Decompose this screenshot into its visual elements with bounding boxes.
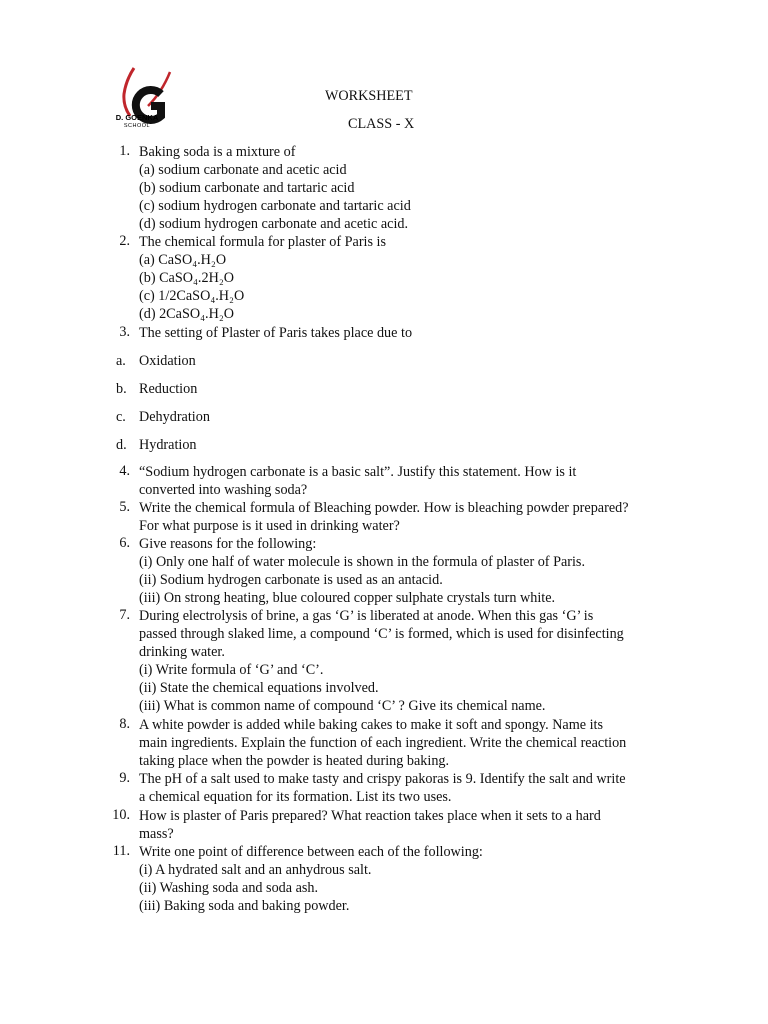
q3-option-c-label: c. <box>116 409 126 425</box>
q4-number: 4. <box>119 463 130 479</box>
q11-line-4: (iii) Baking soda and baking powder. <box>139 898 350 914</box>
q6-line-1: Give reasons for the following: <box>139 536 317 552</box>
q1-option-d: (d) sodium hydrogen carbonate and acetic acid. <box>139 216 409 232</box>
q3-option-a-label: a. <box>116 353 126 369</box>
q7-line-4: (i) Write formula of ‘G’ and ‘C’. <box>139 662 324 678</box>
q4-line-2: converted into washing soda? <box>139 482 308 498</box>
q7-number: 7. <box>119 607 130 623</box>
q4-line-1: “Sodium hydrogen carbonate is a basic salt”. Justify this statement. How is it <box>139 464 577 480</box>
q7-line-1: During electrolysis of brine, a gas ‘G’ is liberated at anode. When this gas ‘G’ is <box>139 608 594 624</box>
q3-text: The setting of Plaster of Paris takes place due to <box>139 325 413 341</box>
q1-option-a: (a) sodium carbonate and acetic acid <box>139 162 347 178</box>
q1-text: Baking soda is a mixture of <box>139 144 296 160</box>
q5-number: 5. <box>119 499 130 515</box>
q3-option-c: Dehydration <box>139 409 210 425</box>
q8-line-2: main ingredients. Explain the function of each ingredient. Write the chemical reaction <box>139 735 627 751</box>
q7-line-3: drinking water. <box>139 644 225 660</box>
q10-number: 10. <box>112 807 130 823</box>
q3-option-d-label: d. <box>116 437 127 453</box>
q7-line-5: (ii) State the chemical equations involved. <box>139 680 379 696</box>
q2-option-d: (d) 2CaSO₄.H₂O <box>139 306 235 322</box>
q11-line-2: (i) A hydrated salt and an anhydrous salt. <box>139 862 372 878</box>
q2-option-c: (c) 1/2CaSO₄.H₂O <box>139 288 245 304</box>
q6-line-4: (iii) On strong heating, blue coloured copper sulphate crystals turn white. <box>139 590 556 606</box>
logo-school-name: D. GOENKA <box>115 113 159 122</box>
q3-option-d: Hydration <box>139 437 197 453</box>
q11-number: 11. <box>112 843 130 859</box>
q3-option-b-label: b. <box>116 381 127 397</box>
q6-number: 6. <box>119 535 130 551</box>
q9-line-2: a chemical equation for its formation. List its two uses. <box>139 789 452 805</box>
q7-line-2: passed through slaked lime, a compound ‘C’ is formed, which is used for disinfecting <box>139 626 624 642</box>
q5-line-1: Write the chemical formula of Bleaching powder. How is bleaching powder prepared? <box>139 500 629 516</box>
q7-line-6: (iii) What is common name of compound ‘C’ ? Give its chemical name. <box>139 698 546 714</box>
q3-number: 3. <box>119 324 130 340</box>
q5-line-2: For what purpose is it used in drinking water? <box>139 518 400 534</box>
logo-school-sub: SCHOOL <box>123 123 151 129</box>
q2-option-a: (a) CaSO₄.H₂O <box>139 252 227 268</box>
q8-line-3: taking place when the powder is heated during baking. <box>139 753 450 769</box>
q8-number: 8. <box>119 716 130 732</box>
q3-option-a: Oxidation <box>139 353 196 369</box>
q2-number: 2. <box>119 233 130 249</box>
q1-option-b: (b) sodium carbonate and tartaric acid <box>139 180 355 196</box>
q10-line-2: mass? <box>139 826 174 842</box>
class-label: CLASS - X <box>348 116 415 132</box>
q2-option-b: (b) CaSO₄.2H₂O <box>139 270 235 286</box>
q10-line-1: How is plaster of Paris prepared? What reaction takes place when it sets to a hard <box>139 808 601 824</box>
q9-number: 9. <box>119 770 130 786</box>
q11-line-3: (ii) Washing soda and soda ash. <box>139 880 319 896</box>
q8-line-1: A white powder is added while baking cakes to make it soft and spongy. Name its <box>139 717 604 733</box>
q2-text: The chemical formula for plaster of Paris is <box>139 234 387 250</box>
q1-number: 1. <box>119 143 130 159</box>
logo-text <box>104 114 170 130</box>
q11-line-1: Write one point of difference between each of the following: <box>139 844 483 860</box>
q1-option-c: (c) sodium hydrogen carbonate and tartaric acid <box>139 198 411 214</box>
q6-line-3: (ii) Sodium hydrogen carbonate is used as an antacid. <box>139 572 443 588</box>
q9-line-1: The pH of a salt used to make tasty and crispy pakoras is 9. Identify the salt and write <box>139 771 626 787</box>
worksheet-title: WORKSHEET <box>325 88 413 104</box>
q3-option-b: Reduction <box>139 381 198 397</box>
q6-line-2: (i) Only one half of water molecule is shown in the formula of plaster of Paris. <box>139 554 585 570</box>
